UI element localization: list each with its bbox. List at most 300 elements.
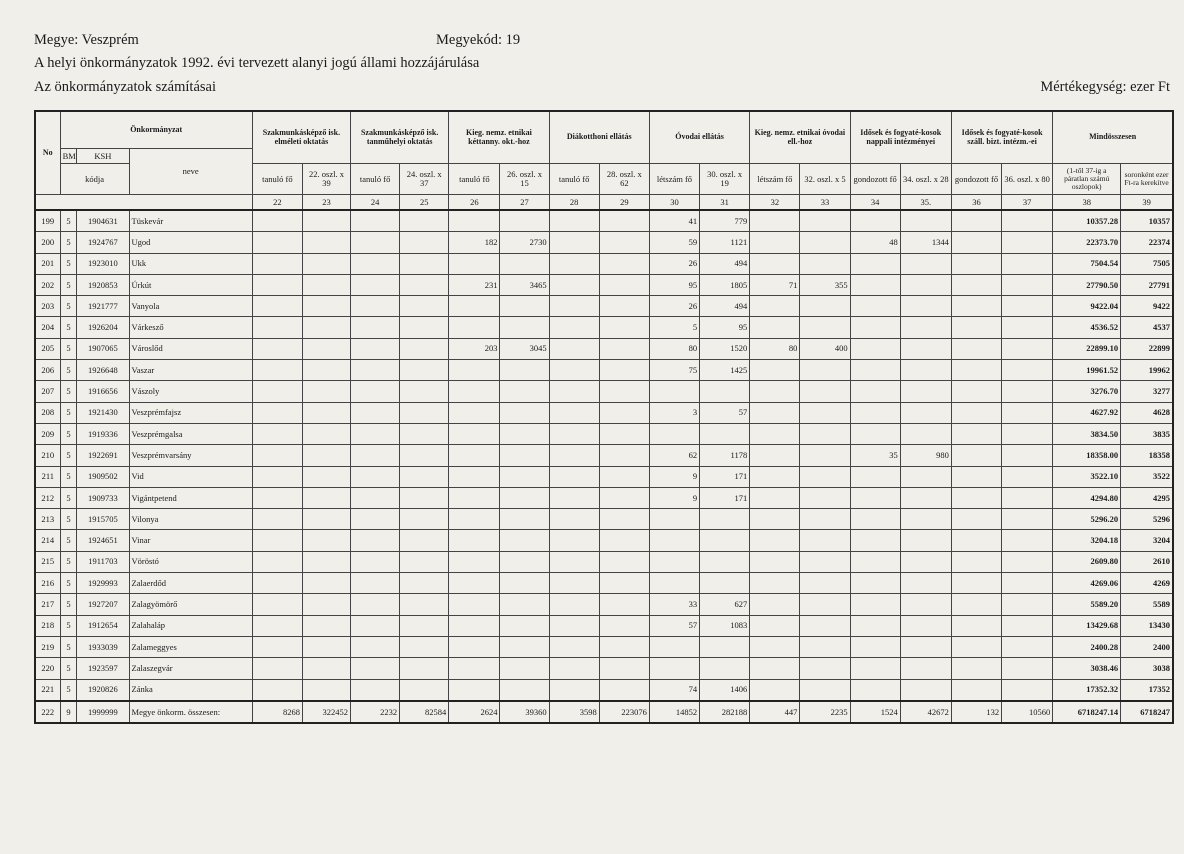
value-cell [549, 551, 599, 572]
row-number: 207 [35, 381, 60, 402]
value-cell [351, 658, 400, 679]
value-cell: 4295 [1121, 487, 1173, 508]
value-cell [951, 658, 1001, 679]
ksh-code: 1909733 [77, 487, 129, 508]
value-cell [400, 466, 449, 487]
row-number: 208 [35, 402, 60, 423]
value-cell [351, 509, 400, 530]
bm-code: 5 [60, 338, 77, 359]
value-cell [549, 530, 599, 551]
value-cell [850, 402, 900, 423]
row-number: 219 [35, 636, 60, 657]
value-cell [750, 658, 800, 679]
value-cell [351, 253, 400, 274]
value-cell [850, 636, 900, 657]
value-cell [351, 573, 400, 594]
value-cell [800, 232, 850, 253]
value-cell [400, 338, 449, 359]
value-cell [599, 573, 649, 594]
value-cell [302, 274, 350, 295]
table-row [35, 274, 1173, 295]
column-number: 23 [302, 195, 350, 211]
value-cell [951, 615, 1001, 636]
value-cell [1002, 573, 1053, 594]
value-cell [500, 402, 549, 423]
value-cell [951, 274, 1001, 295]
column-number: 31 [700, 195, 750, 211]
subheader: létszám fő [649, 164, 699, 195]
value-cell [400, 615, 449, 636]
value-cell [302, 594, 350, 615]
value-cell [900, 274, 951, 295]
value-cell [951, 381, 1001, 402]
value-cell [850, 274, 900, 295]
value-cell [302, 636, 350, 657]
value-cell [599, 360, 649, 381]
value-cell: 322452 [302, 701, 350, 723]
value-cell [252, 573, 302, 594]
value-cell: 9422 [1121, 296, 1173, 317]
table-row [35, 509, 1173, 530]
value-cell [400, 274, 449, 295]
value-cell [750, 594, 800, 615]
group-header: Kieg. nemz. etnikai óvodai ell.-hoz [750, 111, 850, 164]
document-title: A helyi önkormányzatok 1992. évi tervezett alanyi jogú állami hozzájárulása [34, 55, 480, 71]
value-cell [500, 636, 549, 657]
value-cell [449, 551, 500, 572]
municipality-name: Városlőd [129, 338, 252, 359]
value-cell: 26 [649, 253, 699, 274]
value-cell [252, 509, 302, 530]
value-cell: 1344 [900, 232, 951, 253]
value-cell [449, 487, 500, 508]
value-cell: 3834.50 [1053, 423, 1121, 444]
value-cell: 42672 [900, 701, 951, 723]
value-cell: 80 [750, 338, 800, 359]
value-cell: 19961.52 [1053, 360, 1121, 381]
value-cell: 7505 [1121, 253, 1173, 274]
bm-code: 5 [60, 445, 77, 466]
value-cell [951, 338, 1001, 359]
value-cell [400, 210, 449, 232]
value-cell: 14852 [649, 701, 699, 723]
value-cell [700, 530, 750, 551]
value-cell [252, 338, 302, 359]
value-cell [500, 573, 549, 594]
table-row [35, 402, 1173, 423]
value-cell: 27790.50 [1053, 274, 1121, 295]
column-number: 28 [549, 195, 599, 211]
value-cell [599, 210, 649, 232]
value-cell [549, 402, 599, 423]
value-cell: 1406 [700, 679, 750, 701]
value-cell [750, 360, 800, 381]
value-cell [549, 509, 599, 530]
value-cell [400, 679, 449, 701]
value-cell [1002, 594, 1053, 615]
value-cell [549, 317, 599, 338]
row-number: 222 [35, 701, 60, 723]
header-kodja: kódja [60, 164, 129, 195]
subheader: 36. oszl. x 80 [1002, 164, 1053, 195]
ksh-code: 1909502 [77, 466, 129, 487]
value-cell: 1178 [700, 445, 750, 466]
value-cell [500, 210, 549, 232]
header-onkormanyzat: Önkormányzat [60, 111, 252, 149]
row-number: 199 [35, 210, 60, 232]
value-cell [252, 679, 302, 701]
value-cell: 2232 [351, 701, 400, 723]
value-cell [649, 636, 699, 657]
value-cell [800, 615, 850, 636]
value-cell [351, 274, 400, 295]
group-header: Óvodai ellátás [649, 111, 749, 164]
value-cell [252, 445, 302, 466]
value-cell: 171 [700, 466, 750, 487]
table-row [35, 423, 1173, 444]
value-cell [750, 466, 800, 487]
bm-code: 5 [60, 210, 77, 232]
value-cell [400, 509, 449, 530]
value-cell: 3038 [1121, 658, 1173, 679]
document-subtitle: Az önkormányzatok számításai [34, 79, 216, 95]
value-cell [252, 530, 302, 551]
value-cell [252, 381, 302, 402]
municipality-name: Zalameggyes [129, 636, 252, 657]
table-row [35, 594, 1173, 615]
value-cell [900, 551, 951, 572]
value-cell: 779 [700, 210, 750, 232]
value-cell: 2400.28 [1053, 636, 1121, 657]
value-cell: 10357.28 [1053, 210, 1121, 232]
value-cell: 4537 [1121, 317, 1173, 338]
municipality-name: Veszprémfajsz [129, 402, 252, 423]
value-cell [800, 253, 850, 274]
table-row [35, 636, 1173, 657]
table-row [35, 658, 1173, 679]
value-cell [750, 445, 800, 466]
value-cell [500, 360, 549, 381]
value-cell [400, 636, 449, 657]
value-cell [900, 381, 951, 402]
value-cell [1002, 338, 1053, 359]
value-cell [1002, 658, 1053, 679]
value-cell [252, 594, 302, 615]
value-cell [400, 423, 449, 444]
value-cell [750, 317, 800, 338]
value-cell [549, 232, 599, 253]
ksh-code: 1907065 [77, 338, 129, 359]
value-cell: 182 [449, 232, 500, 253]
value-cell [500, 445, 549, 466]
column-number: 35. [900, 195, 951, 211]
value-cell [549, 274, 599, 295]
value-cell: 74 [649, 679, 699, 701]
value-cell [649, 509, 699, 530]
value-cell [1002, 679, 1053, 701]
value-cell [800, 381, 850, 402]
value-cell [252, 551, 302, 572]
subheader: 34. oszl. x 28 [900, 164, 951, 195]
value-cell: 231 [449, 274, 500, 295]
subheader: létszám fő [750, 164, 800, 195]
column-number: 30 [649, 195, 699, 211]
ksh-code: 1933039 [77, 636, 129, 657]
ksh-code: 1924767 [77, 232, 129, 253]
value-cell: 22373.70 [1053, 232, 1121, 253]
value-cell [900, 509, 951, 530]
table-row [35, 487, 1173, 508]
column-number: 27 [500, 195, 549, 211]
table-row [35, 338, 1173, 359]
value-cell: 4294.80 [1053, 487, 1121, 508]
value-cell [549, 360, 599, 381]
value-cell: 3038.46 [1053, 658, 1121, 679]
value-cell: 132 [951, 701, 1001, 723]
value-cell [750, 487, 800, 508]
value-cell [1002, 466, 1053, 487]
value-cell [700, 423, 750, 444]
value-cell: 6718247 [1121, 701, 1173, 723]
bm-code: 5 [60, 615, 77, 636]
value-cell [599, 509, 649, 530]
value-cell [900, 253, 951, 274]
value-cell: 5296 [1121, 509, 1173, 530]
value-cell: 9 [649, 487, 699, 508]
table-body [35, 210, 1173, 723]
value-cell [351, 210, 400, 232]
value-cell [252, 210, 302, 232]
column-number: 38 [1053, 195, 1121, 211]
ksh-code: 1911703 [77, 551, 129, 572]
value-cell [302, 615, 350, 636]
value-cell [951, 466, 1001, 487]
value-cell [500, 381, 549, 402]
ksh-code: 1921777 [77, 296, 129, 317]
value-cell [800, 296, 850, 317]
value-cell [750, 636, 800, 657]
bm-code: 5 [60, 487, 77, 508]
value-cell [400, 658, 449, 679]
value-cell [1002, 615, 1053, 636]
row-number: 217 [35, 594, 60, 615]
value-cell [1002, 296, 1053, 317]
value-cell [400, 594, 449, 615]
value-cell [599, 445, 649, 466]
ksh-code: 1926204 [77, 317, 129, 338]
value-cell [549, 423, 599, 444]
value-cell: 10560 [1002, 701, 1053, 723]
value-cell [599, 551, 649, 572]
value-cell: 3045 [500, 338, 549, 359]
value-cell: 75 [649, 360, 699, 381]
value-cell [500, 253, 549, 274]
subheader: tanuló fő [351, 164, 400, 195]
municipality-name: Veszprémvarsány [129, 445, 252, 466]
value-cell [449, 253, 500, 274]
value-cell: 400 [800, 338, 850, 359]
value-cell [850, 551, 900, 572]
municipality-name: Vanyola [129, 296, 252, 317]
value-cell [800, 658, 850, 679]
group-header: Mindösszesen [1053, 111, 1173, 164]
value-cell: 33 [649, 594, 699, 615]
value-cell [599, 658, 649, 679]
value-cell [951, 487, 1001, 508]
value-cell [750, 530, 800, 551]
column-number: 26 [449, 195, 500, 211]
value-cell: 5589.20 [1053, 594, 1121, 615]
value-cell [549, 573, 599, 594]
municipality-name: Vöröstó [129, 551, 252, 572]
column-number: 36 [951, 195, 1001, 211]
value-cell: 41 [649, 210, 699, 232]
subheader: gondozott fő [850, 164, 900, 195]
value-cell: 2400 [1121, 636, 1173, 657]
municipality-name: Vaszar [129, 360, 252, 381]
value-cell [252, 360, 302, 381]
value-cell: 2610 [1121, 551, 1173, 572]
value-cell [252, 466, 302, 487]
value-cell [951, 232, 1001, 253]
value-cell [400, 232, 449, 253]
value-cell [400, 487, 449, 508]
row-number: 214 [35, 530, 60, 551]
value-cell [900, 466, 951, 487]
value-cell [400, 530, 449, 551]
value-cell [252, 658, 302, 679]
value-cell [599, 423, 649, 444]
value-cell: 2609.80 [1053, 551, 1121, 572]
row-number: 218 [35, 615, 60, 636]
value-cell: 27791 [1121, 274, 1173, 295]
table-row [35, 210, 1173, 232]
value-cell [500, 487, 549, 508]
value-cell [1002, 445, 1053, 466]
value-cell [750, 551, 800, 572]
municipality-name: Zánka [129, 679, 252, 701]
value-cell [351, 679, 400, 701]
value-cell [800, 360, 850, 381]
value-cell [900, 615, 951, 636]
value-cell [351, 466, 400, 487]
value-cell [351, 636, 400, 657]
subheader: 22. oszl. x 39 [302, 164, 350, 195]
value-cell [400, 253, 449, 274]
ksh-code: 1920853 [77, 274, 129, 295]
value-cell [252, 317, 302, 338]
bm-code: 5 [60, 360, 77, 381]
value-cell: 1121 [700, 232, 750, 253]
municipality-name: Zalahaláp [129, 615, 252, 636]
value-cell [449, 658, 500, 679]
value-cell: 13429.68 [1053, 615, 1121, 636]
table-row [35, 381, 1173, 402]
value-cell [599, 381, 649, 402]
value-cell [951, 445, 1001, 466]
county-label: Megye: Veszprém [34, 32, 139, 48]
value-cell [649, 658, 699, 679]
value-cell [449, 530, 500, 551]
value-cell: 5589 [1121, 594, 1173, 615]
table-row [35, 551, 1173, 572]
ksh-code: 1904631 [77, 210, 129, 232]
value-cell [700, 381, 750, 402]
bm-code: 5 [60, 594, 77, 615]
value-cell: 1083 [700, 615, 750, 636]
value-cell: 2730 [500, 232, 549, 253]
subheader: 24. oszl. x 37 [400, 164, 449, 195]
value-cell: 355 [800, 274, 850, 295]
value-cell: 13430 [1121, 615, 1173, 636]
row-number: 203 [35, 296, 60, 317]
ksh-code: 1999999 [77, 701, 129, 723]
value-cell: 494 [700, 253, 750, 274]
value-cell [951, 360, 1001, 381]
table-row [35, 530, 1173, 551]
value-cell: 4628 [1121, 402, 1173, 423]
bm-code: 5 [60, 530, 77, 551]
value-cell [850, 296, 900, 317]
municipality-name: Ugod [129, 232, 252, 253]
value-cell [800, 423, 850, 444]
value-cell [302, 466, 350, 487]
value-cell [351, 402, 400, 423]
county-code-label: Megyekód: 19 [436, 32, 521, 48]
value-cell [850, 573, 900, 594]
value-cell [800, 445, 850, 466]
value-cell [500, 296, 549, 317]
ksh-code: 1927207 [77, 594, 129, 615]
value-cell: 35 [850, 445, 900, 466]
value-cell [850, 253, 900, 274]
value-cell [599, 615, 649, 636]
ksh-code: 1919336 [77, 423, 129, 444]
subheader: tanuló fő [252, 164, 302, 195]
value-cell [549, 615, 599, 636]
value-cell [951, 551, 1001, 572]
value-cell: 6718247.14 [1053, 701, 1121, 723]
value-cell [500, 317, 549, 338]
value-cell [302, 296, 350, 317]
value-cell [800, 636, 850, 657]
value-cell [302, 509, 350, 530]
value-cell [1002, 317, 1053, 338]
column-number: 25 [400, 195, 449, 211]
value-cell [449, 317, 500, 338]
value-cell: 5 [649, 317, 699, 338]
value-cell [1002, 232, 1053, 253]
value-cell [400, 296, 449, 317]
value-cell: 95 [700, 317, 750, 338]
municipality-name: Ukk [129, 253, 252, 274]
value-cell [599, 317, 649, 338]
table-row [35, 445, 1173, 466]
bm-code: 5 [60, 232, 77, 253]
row-number: 213 [35, 509, 60, 530]
value-cell [951, 679, 1001, 701]
value-cell: 71 [750, 274, 800, 295]
value-cell [951, 402, 1001, 423]
value-cell [351, 615, 400, 636]
value-cell [900, 360, 951, 381]
municipality-name: Vigántpetend [129, 487, 252, 508]
row-number: 212 [35, 487, 60, 508]
value-cell: 10357 [1121, 210, 1173, 232]
column-number: 39 [1121, 195, 1173, 211]
value-cell: 17352 [1121, 679, 1173, 701]
value-cell: 8268 [252, 701, 302, 723]
